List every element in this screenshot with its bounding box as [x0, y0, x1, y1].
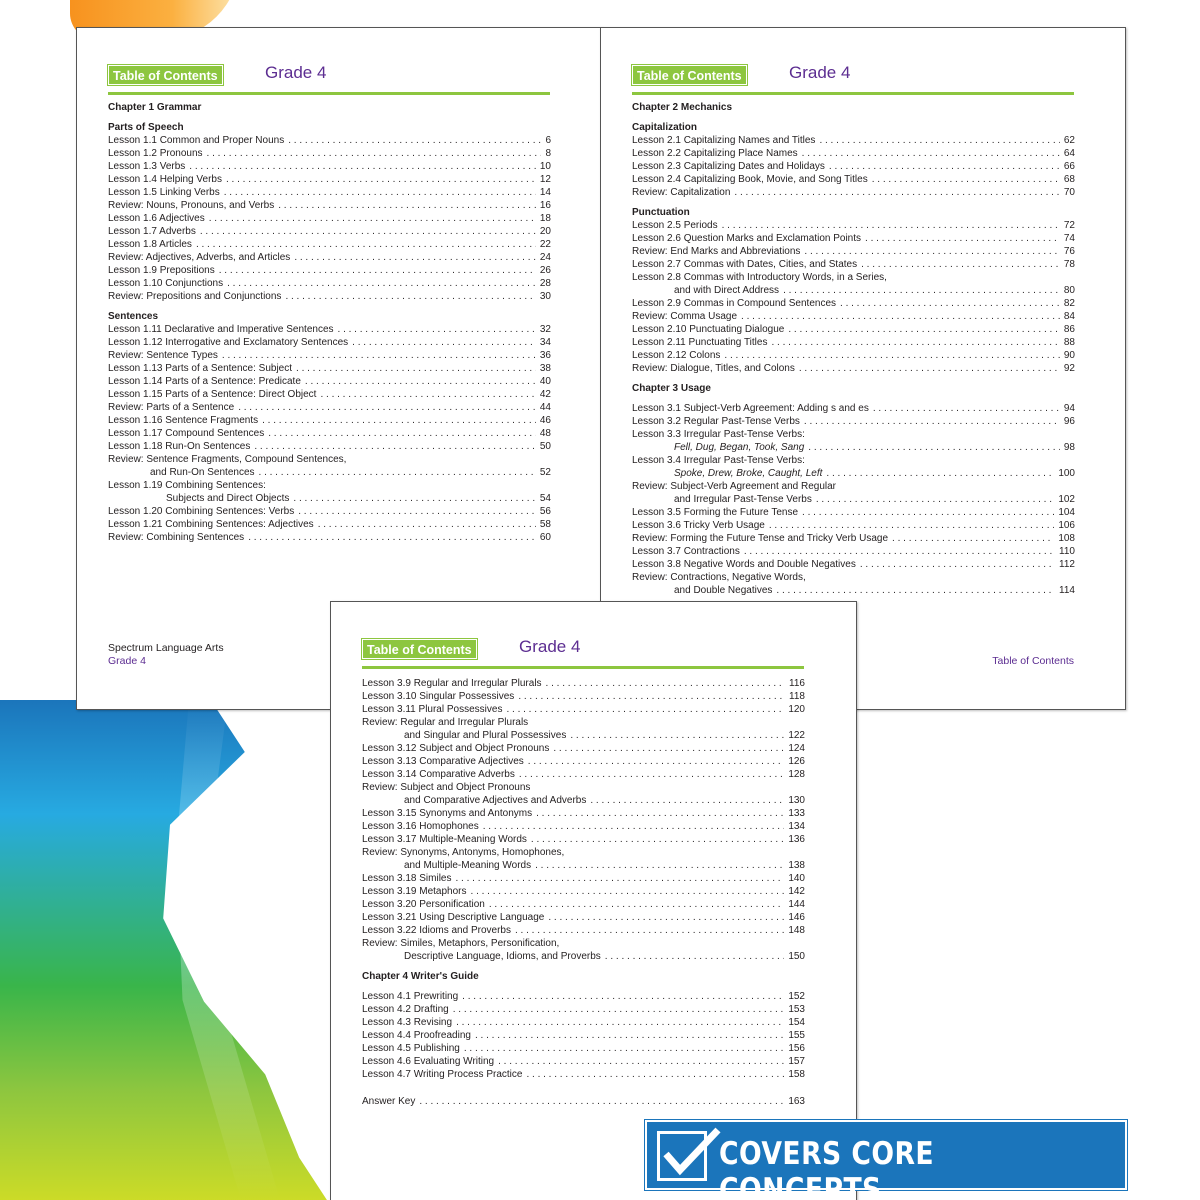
entry-page: 128 [788, 769, 805, 780]
entry-label-line: Review: Contractions, Negative Words, [632, 572, 806, 583]
entry-page: 130 [788, 795, 805, 806]
entry-page: 70 [1063, 187, 1075, 198]
entry-label: Lesson 3.18 Similes [362, 873, 452, 884]
entry-page: 16 [539, 200, 551, 211]
toc-entry [362, 794, 805, 807]
entry-page: 22 [539, 239, 551, 250]
entry-page: 10 [539, 161, 551, 172]
entry-label: Lesson 4.4 Proofreading [362, 1030, 471, 1041]
entry-label: Lesson 1.7 Adverbs [108, 226, 196, 237]
entry-label-line: Review: Sentence Fragments, Compound Sentences, [108, 454, 347, 465]
toc-entry [362, 729, 805, 742]
toc-entry [362, 911, 805, 924]
entry-page: 28 [539, 278, 551, 289]
entry-page: 62 [1063, 135, 1075, 146]
entry-page: 88 [1063, 337, 1075, 348]
toc-entry [362, 703, 805, 716]
entry-page: 44 [539, 402, 551, 413]
entry-page: 18 [539, 213, 551, 224]
entry-label: Lesson 2.5 Periods [632, 220, 718, 231]
entry-label: Review: Combining Sentences [108, 532, 245, 543]
entry-label-line: Lesson 2.8 Commas with Introductory Words, in a Series, [632, 272, 887, 283]
entry-label: Lesson 1.18 Run-On Sentences [108, 441, 251, 452]
toc-entry [108, 427, 551, 440]
toc-entry [108, 212, 551, 225]
entry-label: and with Direct Address [674, 285, 780, 296]
entry-label: Lesson 2.1 Capitalizing Names and Titles [632, 135, 816, 146]
toc-entry [108, 349, 551, 362]
entry-label: Lesson 1.2 Pronouns [108, 148, 203, 159]
grade-label: Grade 4 [265, 63, 327, 82]
entry-page: 148 [788, 925, 805, 936]
toc-entry [108, 336, 551, 349]
entry-label: Lesson 3.19 Metaphors [362, 886, 467, 897]
entry-page: 158 [788, 1069, 805, 1080]
entry-label: Review: Sentence Types [108, 350, 218, 361]
entry-label: Lesson 3.21 Using Descriptive Language [362, 912, 545, 923]
toc-entry [632, 310, 1075, 323]
toc-entry [362, 768, 805, 781]
entry-page: 36 [539, 350, 551, 361]
toc-list [632, 101, 1075, 597]
entry-label: Lesson 1.12 Interrogative and Exclamatory Sentences [108, 337, 349, 348]
entry-page: 116 [789, 678, 805, 689]
toc-entry [108, 134, 551, 147]
entry-label: Review: Capitalization [632, 187, 731, 198]
entry-page: 24 [539, 252, 551, 263]
entry-label: Lesson 3.10 Singular Possessives [362, 691, 515, 702]
entry-label: Lesson 1.16 Sentence Fragments [108, 415, 259, 426]
entry-label: Lesson 4.6 Evaluating Writing [362, 1056, 495, 1067]
toc-entry [362, 872, 805, 885]
entry-page: 42 [539, 389, 551, 400]
entry-page: 72 [1063, 220, 1075, 231]
entry-page: 114 [1059, 585, 1075, 596]
entry-label: Lesson 3.7 Contractions [632, 546, 740, 557]
entry-page: 153 [788, 1004, 805, 1015]
entry-label: Lesson 2.4 Capitalizing Book, Movie, and Song Titles [632, 174, 868, 185]
toc-entry [108, 492, 551, 505]
toc-entry [632, 493, 1075, 506]
rainbow-background-shape [0, 700, 340, 1200]
entry-page: 92 [1063, 363, 1075, 374]
entry-page: 38 [539, 363, 551, 374]
toc-entry [362, 950, 805, 963]
toc-entry [632, 415, 1075, 428]
entry-page: 146 [788, 912, 805, 923]
entry-label: and Multiple-Meaning Words [404, 860, 532, 871]
toc-sections [632, 121, 1075, 375]
entry-page: 8 [545, 148, 551, 159]
entry-page: 102 [1058, 494, 1075, 505]
entry-label: Review: Dialogue, Titles, and Colons [632, 363, 795, 374]
toc-entry [632, 297, 1075, 310]
toc-entry [108, 401, 551, 414]
entry-page: 140 [788, 873, 805, 884]
entry-page: 133 [788, 808, 805, 819]
entry-label: Lesson 3.17 Multiple-Meaning Words [362, 834, 527, 845]
toc-entry [362, 1016, 805, 1029]
entry-page: 14 [539, 187, 551, 198]
entry-page: 157 [788, 1056, 805, 1067]
entry-label: Lesson 2.6 Question Marks and Exclamation Points [632, 233, 862, 244]
entry-label: Lesson 2.12 Colons [632, 350, 721, 361]
toc-entry [108, 375, 551, 388]
toc-entry [108, 199, 551, 212]
entry-page: 126 [788, 756, 805, 767]
section-heading: Punctuation [632, 207, 690, 218]
toc-entries [632, 402, 1075, 597]
entry-label: Lesson 4.5 Publishing [362, 1043, 460, 1054]
toc-entry [632, 558, 1075, 571]
chapter-heading: Chapter 4 Writer's Guide [362, 971, 479, 982]
entry-page: 136 [788, 834, 805, 845]
entry-label: Lesson 1.11 Declarative and Imperative Sentences [108, 324, 334, 335]
entry-label: Fell, Dug, Began, Took, Sang [674, 442, 805, 453]
toc-entry [108, 414, 551, 427]
entry-page: 66 [1063, 161, 1075, 172]
entry-page: 58 [539, 519, 551, 530]
entry-page: 134 [788, 821, 805, 832]
entry-label: Lesson 3.13 Comparative Adjectives [362, 756, 524, 767]
toc-entry [632, 584, 1075, 597]
toc-list [362, 677, 805, 1108]
toc-entry [108, 323, 551, 336]
entry-page: 106 [1058, 520, 1075, 531]
entry-page: 20 [539, 226, 551, 237]
toc-entry [362, 755, 805, 768]
entry-page: 76 [1063, 246, 1075, 257]
toc-entry [362, 924, 805, 937]
toc-entry [632, 545, 1075, 558]
entry-label: Lesson 4.3 Revising [362, 1017, 453, 1028]
toc-entry [108, 186, 551, 199]
toc-entry [632, 173, 1075, 186]
toc-entry [632, 160, 1075, 173]
entry-label: Lesson 3.14 Comparative Adverbs [362, 769, 515, 780]
entry-page: 110 [1059, 546, 1075, 557]
toc-badge: Table of Contents [362, 639, 477, 659]
chapter-heading: Chapter 2 Mechanics [632, 102, 733, 113]
page-header [108, 65, 550, 95]
toc-entry [362, 1029, 805, 1042]
entry-page: 96 [1063, 416, 1075, 427]
entry-page: 12 [539, 174, 551, 185]
entry-label: Lesson 1.8 Articles [108, 239, 192, 250]
entry-label: Lesson 4.1 Prewriting [362, 991, 459, 1002]
entry-page: 122 [788, 730, 805, 741]
entry-page: 40 [539, 376, 551, 387]
entry-label: Lesson 3.20 Personification [362, 899, 485, 910]
toc-entry [632, 441, 1075, 454]
toc-entry [632, 284, 1075, 297]
entry-label: Review: End Marks and Abbreviations [632, 246, 801, 257]
toc-entry [108, 505, 551, 518]
page-footer [108, 642, 224, 668]
page-footer: Table of Contents [992, 655, 1074, 667]
entry-label: Review: Prepositions and Conjunctions [108, 291, 282, 302]
toc-entries [362, 677, 805, 963]
toc-entry [632, 134, 1075, 147]
entry-label: and Double Negatives [674, 585, 773, 596]
toc-entry [632, 219, 1075, 232]
entry-label: Lesson 1.9 Prepositions [108, 265, 215, 276]
toc-entry [632, 467, 1075, 480]
toc-entry [108, 531, 551, 544]
entry-label: Lesson 2.9 Commas in Compound Sentences [632, 298, 837, 309]
entry-label: Lesson 1.17 Compound Sentences [108, 428, 265, 439]
grade-label: Grade 4 [519, 637, 581, 656]
toc-entry [108, 466, 551, 479]
entry-label: Review: Comma Usage [632, 311, 738, 322]
toc-badge: Table of Contents [108, 65, 223, 85]
section-heading: Sentences [108, 311, 159, 322]
entry-label-line: Review: Subject-Verb Agreement and Regular [632, 481, 837, 492]
section-heading: Parts of Speech [108, 122, 184, 133]
entry-page: 34 [539, 337, 551, 348]
entry-label: Lesson 3.15 Synonyms and Antonyms [362, 808, 533, 819]
entry-label: Lesson 2.2 Capitalizing Place Names [632, 148, 798, 159]
entry-page: 142 [788, 886, 805, 897]
entry-page: 82 [1063, 298, 1075, 309]
entry-page: 80 [1063, 285, 1075, 296]
entry-label: Lesson 3.9 Regular and Irregular Plurals [362, 678, 542, 689]
toc-entry [632, 336, 1075, 349]
toc-entry [632, 362, 1075, 375]
toc-entry [362, 1042, 805, 1055]
toc-entry [108, 290, 551, 303]
toc-entry [632, 258, 1075, 271]
toc-entry [108, 251, 551, 264]
entry-page: 104 [1058, 507, 1075, 518]
entry-page: 30 [539, 291, 551, 302]
toc-sections [108, 121, 551, 544]
entry-label-line: Lesson 3.4 Irregular Past-Tense Verbs: [632, 455, 805, 466]
entry-label: Lesson 3.1 Subject-Verb Agreement: Adding s and es [632, 403, 869, 414]
entry-label: Lesson 1.13 Parts of a Sentence: Subject [108, 363, 293, 374]
toc-entry [632, 186, 1075, 199]
entry-page: 6 [545, 135, 551, 146]
toc-entry [362, 742, 805, 755]
entry-label: Review: Forming the Future Tense and Tricky Verb Usage [632, 533, 889, 544]
toc-entry [632, 349, 1075, 362]
toc-entry [108, 440, 551, 453]
entry-label: Lesson 1.6 Adjectives [108, 213, 205, 224]
entry-page: 90 [1063, 350, 1075, 361]
toc-entry [108, 225, 551, 238]
entry-label: Lesson 1.14 Parts of a Sentence: Predicate [108, 376, 301, 387]
toc-page-chapter-3-4 [330, 601, 857, 1200]
toc-entry [632, 402, 1075, 415]
entry-label: Lesson 3.5 Forming the Future Tense [632, 507, 799, 518]
entry-label: Lesson 3.22 Idioms and Proverbs [362, 925, 511, 936]
entry-label: Subjects and Direct Objects [166, 493, 290, 504]
entry-label: Lesson 3.8 Negative Words and Double Negatives [632, 559, 856, 570]
entry-page: 68 [1063, 174, 1075, 185]
entry-page: 138 [788, 860, 805, 871]
entry-page: 26 [539, 265, 551, 276]
toc-entry [108, 173, 551, 186]
entry-page: 150 [788, 951, 805, 962]
toc-entry [362, 1068, 805, 1081]
entry-page: 78 [1063, 259, 1075, 270]
toc-entry [362, 898, 805, 911]
entry-label: Lesson 1.10 Conjunctions [108, 278, 224, 289]
entry-page: 118 [789, 691, 805, 702]
entry-label: and Singular and Plural Possessives [404, 730, 567, 741]
toc-entry [108, 277, 551, 290]
checkmark-icon [657, 1131, 707, 1181]
book-title: Spectrum Language Arts [108, 642, 224, 654]
toc-entry [362, 859, 805, 872]
entry-page: 100 [1058, 468, 1075, 479]
entry-label: Lesson 4.7 Writing Process Practice [362, 1069, 523, 1080]
toc-entry [108, 238, 551, 251]
toc-entry [632, 532, 1075, 545]
entry-page: 32 [539, 324, 551, 335]
toc-entry [108, 518, 551, 531]
entry-page: 60 [539, 532, 551, 543]
entry-label: Review: Adjectives, Adverbs, and Articles [108, 252, 291, 263]
toc-entry [362, 885, 805, 898]
entry-label-line: Review: Synonyms, Antonyms, Homophones, [362, 847, 565, 858]
page-header [632, 65, 1074, 95]
entry-page: 152 [788, 991, 805, 1002]
entry-label: Spoke, Drew, Broke, Caught, Left [674, 468, 823, 479]
entry-page: 86 [1063, 324, 1075, 335]
entry-page: 48 [539, 428, 551, 439]
entry-label-line: Lesson 1.19 Combining Sentences: [108, 480, 266, 491]
chapter-heading: Chapter 1 Grammar [108, 102, 202, 113]
entry-page: 144 [788, 899, 805, 910]
entry-label: Lesson 1.1 Common and Proper Nouns [108, 135, 285, 146]
entry-page: 155 [788, 1030, 805, 1041]
entry-label: Lesson 3.16 Homophones [362, 821, 479, 832]
entry-label-line: Review: Similes, Metaphors, Personification, [362, 938, 560, 949]
entry-label-line: Lesson 3.3 Irregular Past-Tense Verbs: [632, 429, 805, 440]
toc-entry [108, 388, 551, 401]
entry-label: Lesson 2.10 Punctuating Dialogue [632, 324, 785, 335]
entry-page: 54 [539, 493, 551, 504]
toc-entry-answer-key [362, 1095, 805, 1108]
entry-label: Lesson 3.11 Plural Possessives [362, 704, 503, 715]
grade-label: Grade 4 [789, 63, 851, 82]
banner-text: COVERS CORE CONCEPTS [719, 1136, 935, 1200]
entry-page: 98 [1063, 442, 1075, 453]
entry-page: 52 [539, 467, 551, 478]
toc-entry [362, 1055, 805, 1068]
entry-page: 156 [788, 1043, 805, 1054]
entry-page: 94 [1063, 403, 1075, 414]
section-heading: Capitalization [632, 122, 698, 133]
entry-page: 74 [1063, 233, 1075, 244]
entry-page: 112 [1059, 559, 1075, 570]
entry-page: 120 [788, 704, 805, 715]
entry-label-line: Review: Regular and Irregular Plurals [362, 717, 529, 728]
entry-label: Review: Parts of a Sentence [108, 402, 235, 413]
footer-grade: Grade 4 [108, 655, 146, 667]
toc-entry [362, 807, 805, 820]
page-header [362, 639, 804, 669]
toc-entry [362, 820, 805, 833]
toc-entries [362, 990, 805, 1081]
toc-entry [108, 264, 551, 277]
entry-page: 163 [788, 1096, 805, 1107]
entry-page: 56 [539, 506, 551, 517]
toc-entry [108, 147, 551, 160]
toc-entry [632, 506, 1075, 519]
entry-label: and Run-On Sentences [150, 467, 255, 478]
entry-label: Lesson 2.11 Punctuating Titles [632, 337, 768, 348]
toc-entry [362, 990, 805, 1003]
toc-entry [632, 232, 1075, 245]
entry-page: 64 [1063, 148, 1075, 159]
entry-label: Lesson 3.12 Subject and Object Pronouns [362, 743, 550, 754]
toc-entry [632, 245, 1075, 258]
entry-label: Lesson 3.6 Tricky Verb Usage [632, 520, 765, 531]
toc-entry [362, 690, 805, 703]
entry-page: 108 [1058, 533, 1075, 544]
entry-label: Lesson 1.4 Helping Verbs [108, 174, 222, 185]
entry-label: Lesson 3.2 Regular Past-Tense Verbs [632, 416, 800, 427]
entry-label: and Comparative Adjectives and Adverbs [404, 795, 587, 806]
entry-label-line: Review: Subject and Object Pronouns [362, 782, 531, 793]
toc-entry [632, 519, 1075, 532]
toc-entry [632, 147, 1075, 160]
entry-page: 50 [539, 441, 551, 452]
covers-core-concepts-banner [645, 1120, 1127, 1200]
entry-label: Lesson 4.2 Drafting [362, 1004, 449, 1015]
chapter-heading: Chapter 3 Usage [632, 383, 711, 394]
entry-label: Lesson 1.21 Combining Sentences: Adjectives [108, 519, 314, 530]
toc-entry [362, 833, 805, 846]
entry-label: Lesson 2.3 Capitalizing Dates and Holidays [632, 161, 825, 172]
entry-label: Review: Nouns, Pronouns, and Verbs [108, 200, 275, 211]
toc-badge: Table of Contents [632, 65, 747, 85]
toc-entry [632, 323, 1075, 336]
toc-entry [362, 1003, 805, 1016]
toc-list [108, 101, 551, 544]
entry-page: 154 [788, 1017, 805, 1028]
entry-label: Lesson 1.20 Combining Sentences: Verbs [108, 506, 295, 517]
entry-label: Descriptive Language, Idioms, and Proverbs [404, 951, 601, 962]
entry-page: 124 [788, 743, 805, 754]
entry-page: 84 [1063, 311, 1075, 322]
toc-entry [108, 362, 551, 375]
entry-label: Lesson 2.7 Commas with Dates, Cities, and States [632, 259, 858, 270]
entry-label: and Irregular Past-Tense Verbs [674, 494, 812, 505]
entry-label: Lesson 1.3 Verbs [108, 161, 186, 172]
toc-entry [108, 160, 551, 173]
entry-label: Answer Key [362, 1096, 416, 1107]
entry-label: Lesson 1.15 Parts of a Sentence: Direct Object [108, 389, 317, 400]
toc-entry [362, 677, 805, 690]
entry-label: Lesson 1.5 Linking Verbs [108, 187, 220, 198]
entry-page: 46 [539, 415, 551, 426]
